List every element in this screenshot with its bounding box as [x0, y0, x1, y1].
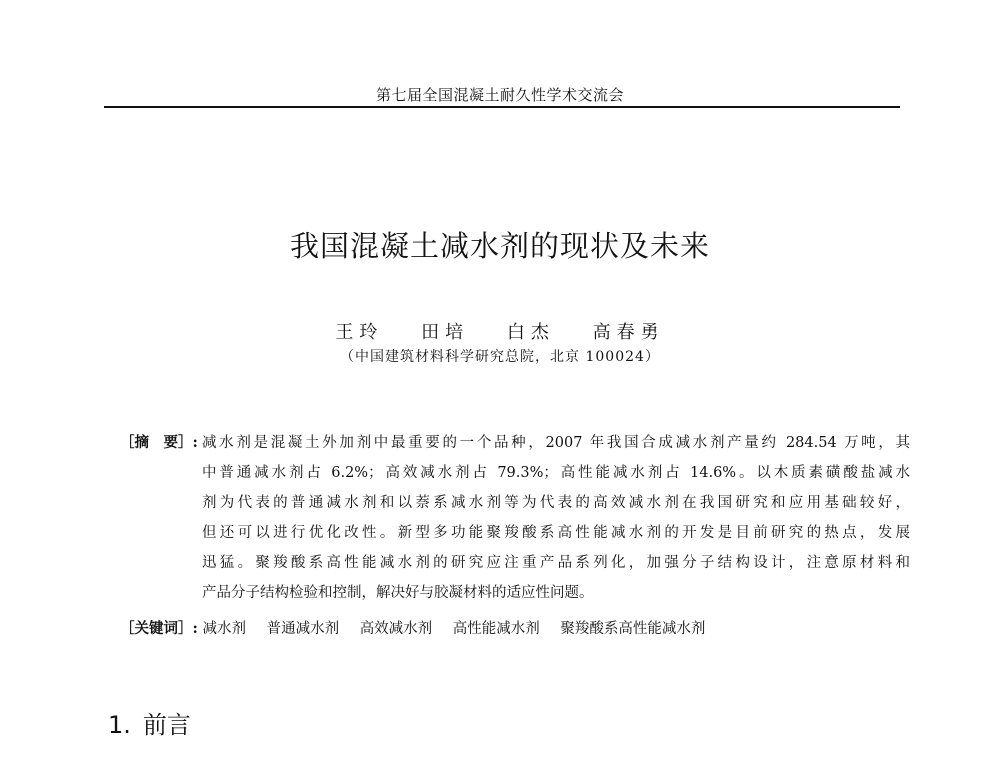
abstract-line: 中普通减水剂占 6.2%；高效减水剂占 79.3%；高性能减水剂占 14.6%。以木质素磺酸盐减水	[202, 465, 910, 481]
abstract-line: 剂为代表的普通减水剂和以萘系减水剂等为代表的高效减水剂在我国研究和应用基础较好，	[202, 495, 910, 511]
author-name: 白杰	[506, 322, 555, 343]
author-name: 王玲	[335, 322, 384, 343]
keyword: 高效减水剂	[359, 621, 433, 637]
abstract	[120, 428, 910, 608]
section-number: 1.	[108, 711, 131, 739]
keyword: 高性能减水剂	[452, 621, 540, 637]
running-header: 第七届全国混凝土耐久性学术交流会	[375, 86, 624, 104]
abstract-line: 但还可以进行优化改性。新型多功能聚羧酸系高性能减水剂的开发是目前研究的热点，发展	[202, 525, 910, 541]
author-list	[0, 318, 1000, 344]
abstract-label: ［摘 要］:	[120, 434, 198, 451]
abstract-line: 产品分子结构检验和控制，解决好与胶凝材料的适应性问题。	[202, 585, 594, 601]
author-name: 田培	[421, 322, 470, 343]
section-heading	[108, 705, 191, 740]
abstract-line: 迅猛。聚羧酸系高性能减水剂的研究应注重产品系列化，加强分子结构设计，注意原材料和	[202, 555, 910, 571]
paper-title: 我国混凝土减水剂的现状及未来	[289, 229, 710, 263]
keyword: 聚羧酸系高性能减水剂	[560, 621, 706, 637]
abstract-body	[202, 428, 910, 608]
keywords	[120, 614, 910, 644]
section-title: 前言	[142, 711, 191, 739]
affiliation: （中国建筑材料科学研究总院，北京 100024）	[340, 349, 660, 365]
keywords-label: ［关键词］:	[120, 620, 198, 637]
abstract-line: 减水剂是混凝土外加剂中最重要的一个品种，2007 年我国合成减水剂产量约 284.54 万吨，其	[202, 435, 910, 451]
header-rule	[104, 106, 900, 108]
author-name: 高春勇	[592, 322, 665, 343]
keyword: 减水剂	[202, 621, 246, 637]
keyword: 普通减水剂	[266, 621, 340, 637]
